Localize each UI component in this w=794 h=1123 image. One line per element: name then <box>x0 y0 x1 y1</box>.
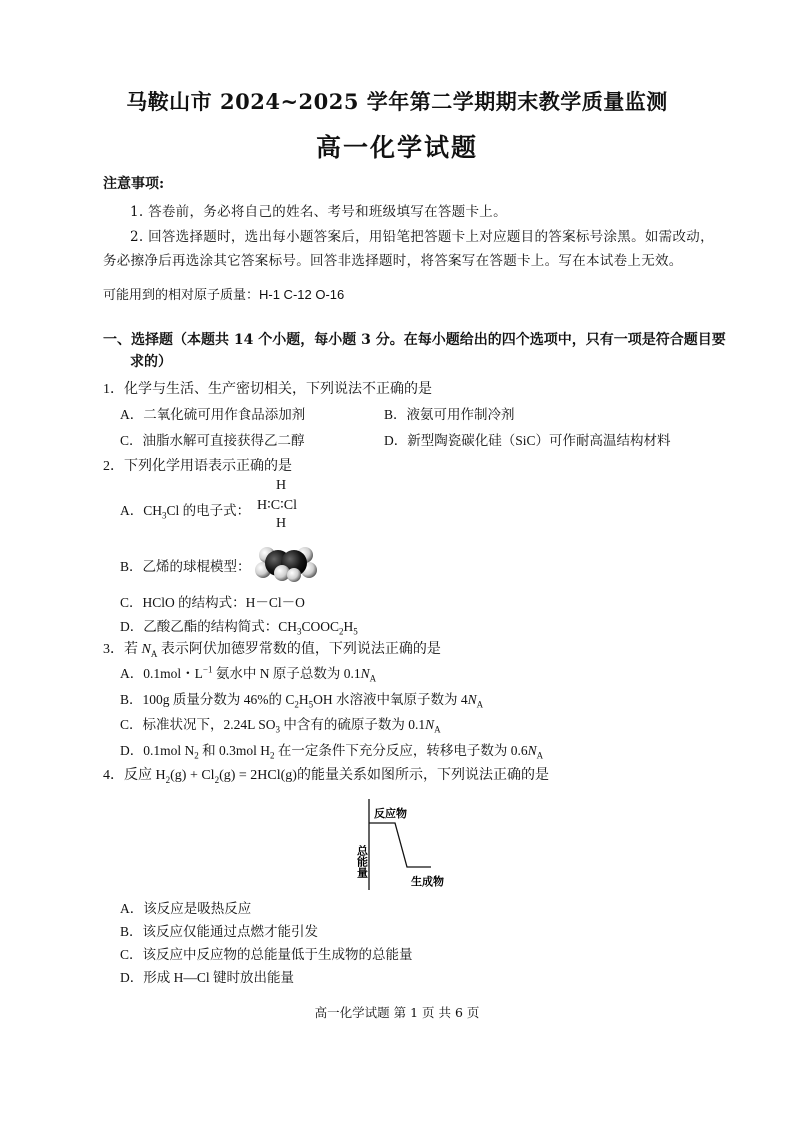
q1-option-d: D．新型陶瓷碳化硅（SiC）可作耐高温结构材料 <box>384 433 671 448</box>
q4-option-d: D．形成 H—Cl 键时放出能量 <box>120 970 295 985</box>
exam-subject-title: 高一化学试题 <box>315 133 478 162</box>
energy-diagram <box>349 795 449 895</box>
q1-option-b: B．液氨可用作制冷剂 <box>384 407 515 422</box>
notice-item-2-line1: 2. 回答选择题时，选出每小题答案后，用铅笔把答题卡上对应题目的答案标号涂黑。如需改动， <box>130 229 714 245</box>
section-heading-line1: 一、选择题（本题共 14 个小题，每小题 3 分。在每小题给出的四个选项中，只有一项是符合题目要 <box>103 332 726 348</box>
lewis-middle: H∶C∶Cl <box>257 498 297 513</box>
q2-option-a: A．$CH_3Cl$ 的电子式： <box>120 503 251 521</box>
electron-dot-formula <box>253 478 323 534</box>
q2-stem: 2．下列化学用语表示正确的是 <box>103 459 292 474</box>
q4-option-a: A．该反应是吸热反应 <box>120 901 252 916</box>
atomic-masses: 可能用到的相对原子质量：H-1 C-12 O-16 <box>103 287 345 302</box>
page-footer: 高一化学试题 第 1 页 共 6 页 <box>314 1005 480 1020</box>
q3-option-c: C．标准状况下，2.24L $SO_3$ 中含有的硫原子数为 $0.1N_A$ <box>120 717 441 735</box>
q4-stem: 4．反应 $H_2(g) + Cl_2(g) = 2HCl(g)$的能量关系如图所示，下列说法正确的是 <box>103 768 549 785</box>
diagram-reactant-label: 反应物 <box>374 807 407 820</box>
q1-option-c: C．油脂水解可直接获得乙二醇 <box>120 433 305 448</box>
q3-option-b: B．100g 质量分数为 46%的 $C_2H_5OH$ 水溶液中氧原子数为 $4N_A$ <box>120 692 484 710</box>
q4-option-b: B．该反应仅能通过点燃才能引发 <box>120 924 319 939</box>
q1-option-a: A．二氧化硫可用作食品添加剂 <box>120 407 306 422</box>
q1-stem: 1．化学与生活、生产密切相关，下列说法不正确的是 <box>103 382 432 397</box>
q2-option-d: D．乙酸乙酯的结构简式：$CH_3COOC_2H_5$ <box>120 619 358 637</box>
q2-option-b: B．乙烯的球棍模型： <box>120 559 251 574</box>
notice-item-1: 1. 答卷前，务必将自己的姓名、考号和班级填写在答题卡上。 <box>130 204 507 220</box>
q3-stem: 3．若 $N_A$ 表示阿伏加德罗常数的值，下列说法正确的是 <box>103 642 441 659</box>
q3-option-a: A．0.1mol・$L^{-1}$ 氨水中 N 原子总数为 $0.1N_A$ <box>120 664 377 684</box>
exam-title: 马鞍山市 2024~2025 学年第二学期期末教学质量监测 <box>126 89 668 114</box>
lewis-bottom-h: H <box>276 516 287 531</box>
section-heading-line2: 求的） <box>130 354 172 370</box>
diagram-y-label: 总能量 <box>355 845 369 878</box>
lewis-top-h: H <box>276 478 287 493</box>
q3-option-d: D．0.1mol $N_2$ 和 0.3mol $H_2$ 在一定条件下充分反应，转移电子数为 $0.6N_A$ <box>120 743 544 761</box>
q2-option-c: C．HClO 的结构式：H－Cl－O <box>120 595 305 610</box>
notice-item-2-line2: 务必擦净后再选涂其它答案标号。回答非选择题时，将答案写在答题卡上。写在本试卷上无效。 <box>103 253 683 269</box>
ethylene-ball-model-image <box>254 543 318 583</box>
diagram-product-label: 生成物 <box>411 875 444 888</box>
notice-heading: 注意事项: <box>103 176 165 192</box>
q4-option-c: C．该反应中反应物的总能量低于生成物的总能量 <box>120 947 413 962</box>
diagram-energy-path <box>369 823 431 867</box>
